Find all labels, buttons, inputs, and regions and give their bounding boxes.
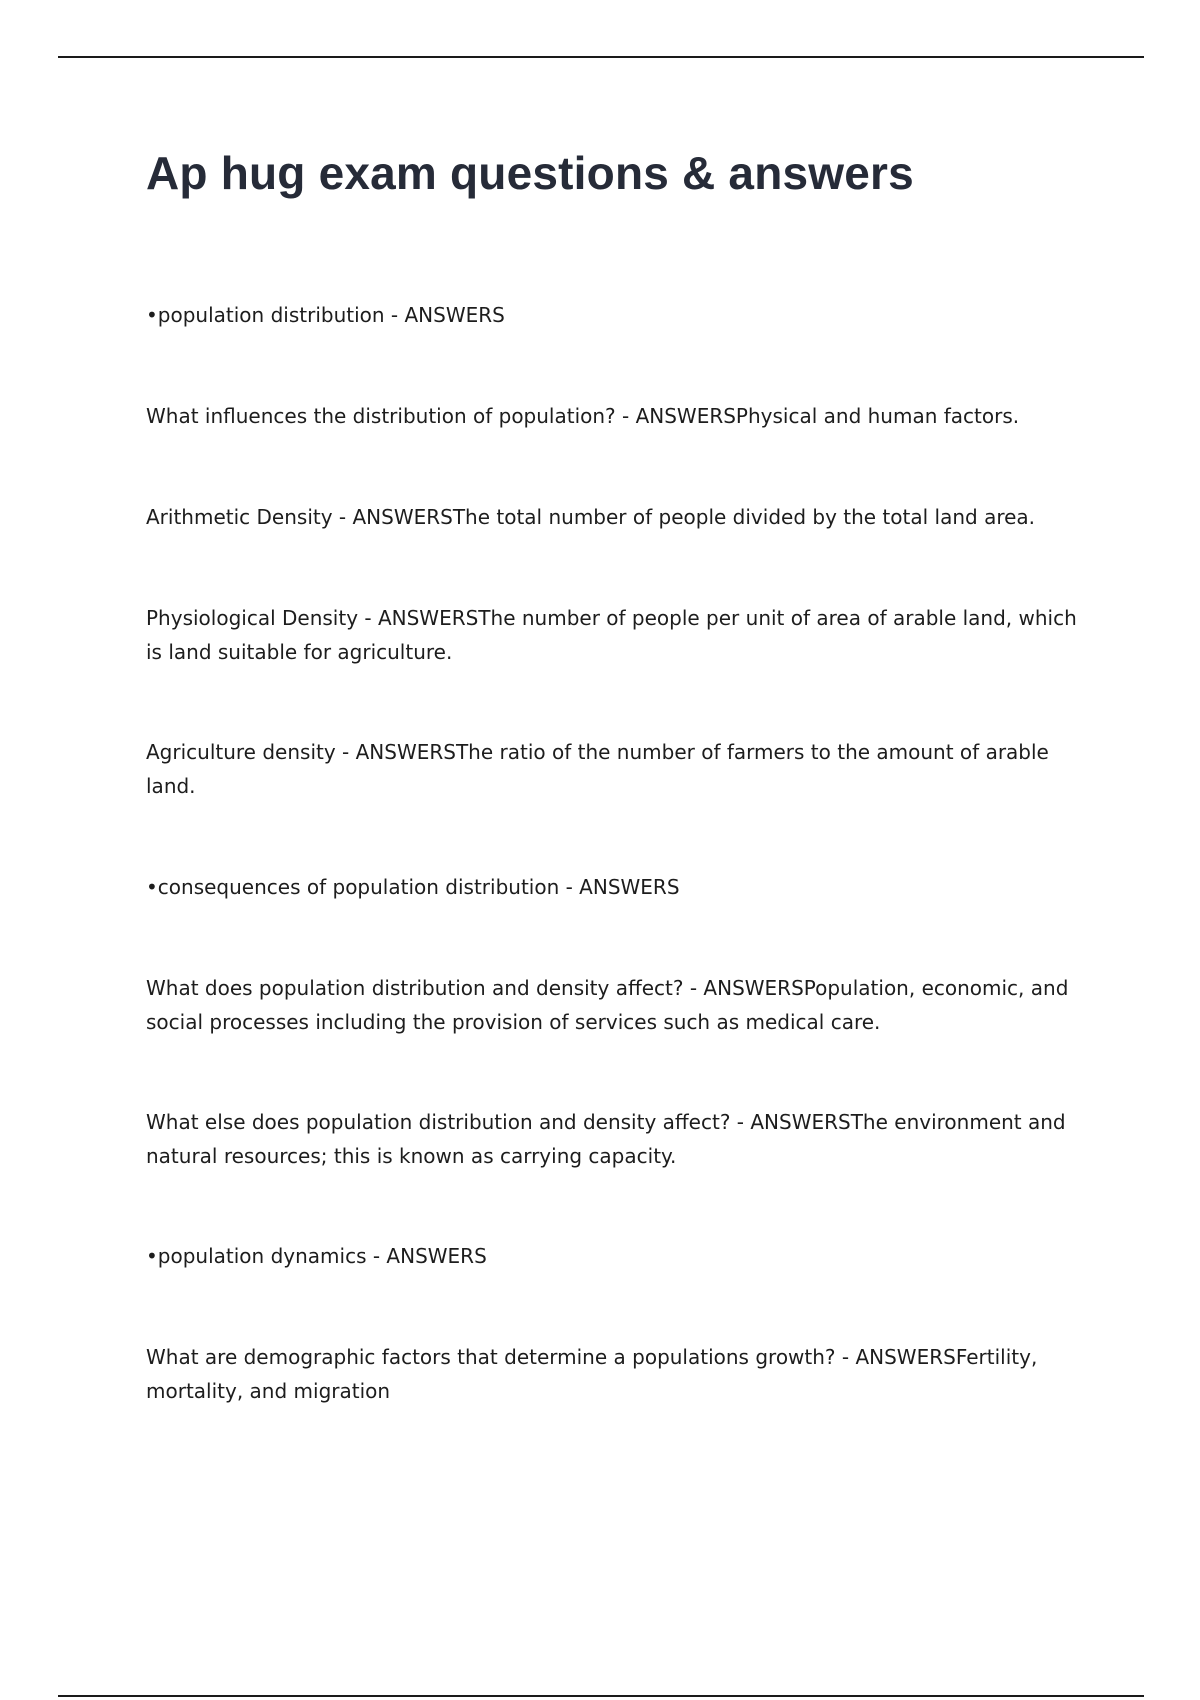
qa-entry: •population distribution - ANSWERS	[146, 303, 505, 327]
qa-entry: Arithmetic Density - ANSWERSThe total number of people divided by the total land area.	[146, 505, 1036, 529]
qa-entry: What does population distribution and density affect? - ANSWERSPopulation, economic, and social processes including the provision of services such as medical care.	[146, 976, 1069, 1034]
qa-entry: Physiological Density - ANSWERSThe number of people per unit of area of arable land, which is land suitable for agriculture.	[146, 606, 1077, 664]
top-divider	[58, 56, 1144, 58]
qa-entry: •population dynamics - ANSWERS	[146, 1244, 487, 1268]
document-title: Ap hug exam questions & answers	[146, 147, 914, 199]
qa-entry: What else does population distribution and density affect? - ANSWERSThe environment and natural resources; this is known as carrying capacity.	[146, 1110, 1066, 1168]
qa-entry: •consequences of population distribution - ANSWERS	[146, 875, 680, 899]
qa-entry: Agriculture density - ANSWERSThe ratio of the number of farmers to the amount of arable land.	[146, 740, 1049, 798]
qa-entry: What influences the distribution of population? - ANSWERSPhysical and human factors.	[146, 404, 1020, 428]
bottom-divider	[58, 1695, 1144, 1697]
qa-entry: What are demographic factors that determine a populations growth? - ANSWERSFertility, mortality, and migration	[146, 1345, 1038, 1403]
qa-list	[146, 298, 1096, 1474]
